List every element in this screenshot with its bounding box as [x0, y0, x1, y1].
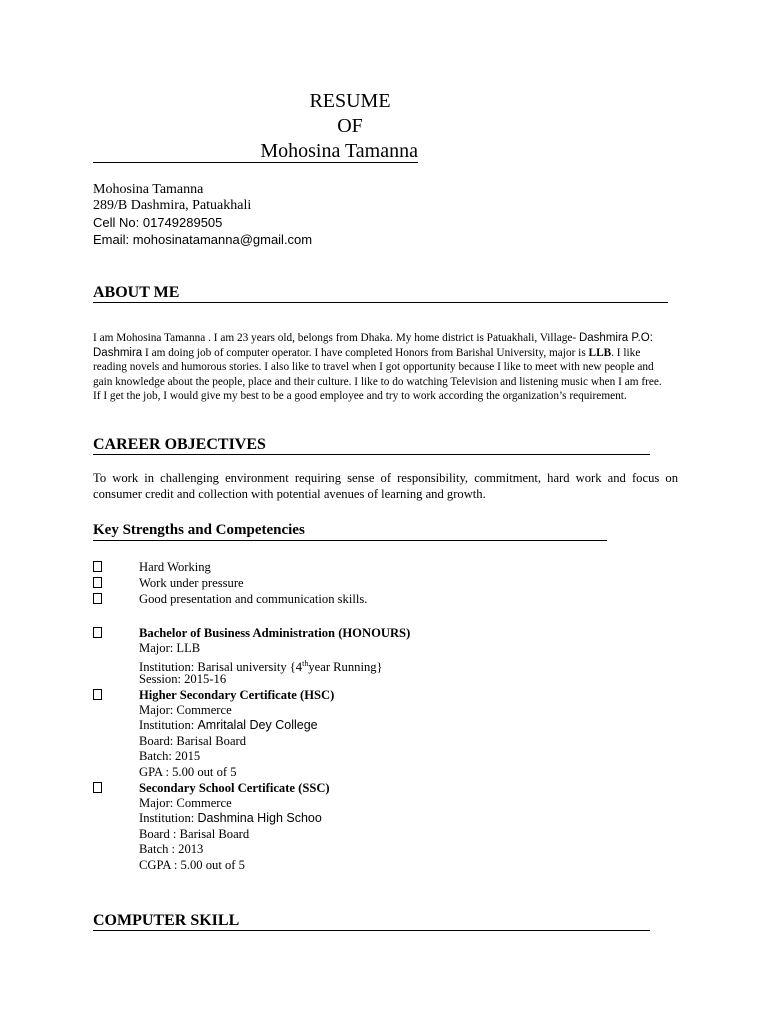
career-heading [93, 436, 650, 455]
education-ssc [93, 780, 330, 796]
ssc-title: Secondary School Certificate (SSC) [139, 781, 330, 795]
hsc-title: Higher Secondary Certificate (HSC) [139, 688, 335, 702]
bullet-box-icon [93, 782, 102, 793]
ssc-board: Board : Barisal Board [139, 827, 250, 841]
strengths-heading [93, 522, 607, 541]
contact-name: Mohosina Tamanna [93, 182, 204, 197]
strength-item [93, 591, 368, 607]
ssc-institution [139, 811, 322, 827]
ssc-batch: Batch : 2013 [139, 842, 204, 856]
hsc-batch: Batch: 2015 [139, 749, 201, 763]
bba-major: Major: LLB [139, 641, 201, 655]
about-part1: I am Mohosina Tamanna . I am 23 years old, belongs from Dhaka. My home district is Patuakhali, Village- [93, 332, 577, 344]
bba-institution-a: Institution: Barisal university {4 [139, 660, 303, 675]
hsc-board: Board: Barisal Board [139, 734, 247, 748]
strength-text: Hard Working [139, 560, 211, 574]
about-part2: Dashmira P.O: Dashmira [93, 332, 653, 359]
career-heading-text: CAREER OBJECTIVES [93, 436, 266, 453]
bullet-box-icon [93, 689, 102, 700]
contact-cell: Cell No: 01749289505 [93, 215, 223, 230]
strength-text: Good presentation and communication skills. [139, 592, 368, 606]
about-heading-text: ABOUT ME [93, 284, 180, 301]
bullet-box-icon [93, 561, 102, 572]
about-paragraph [93, 331, 668, 404]
ssc-institution-label: Institution: [139, 811, 198, 825]
strength-text: Work under pressure [139, 576, 244, 590]
about-major: LLB [588, 346, 612, 359]
hsc-institution [139, 718, 318, 734]
education-bba [93, 625, 411, 641]
resume-title: RESUME [309, 90, 391, 112]
hsc-institution-name: Amritalal Dey College [197, 718, 318, 732]
strengths-heading-text: Key Strengths and Competencies [93, 522, 305, 538]
hsc-major: Major: Commerce [139, 703, 232, 717]
bullet-box-icon [93, 593, 102, 604]
bullet-box-icon [93, 627, 102, 638]
candidate-name: Mohosina Tamanna [260, 140, 418, 162]
computer-heading-text: COMPUTER SKILL [93, 912, 240, 929]
strength-item [93, 575, 244, 591]
resume-of: OF [337, 115, 363, 137]
contact-address: 289/B Dashmira, Patuakhali [93, 198, 252, 213]
about-part3: I am doing job of computer operator. I have completed Honors from Barishal University, major is [142, 346, 589, 359]
ssc-cgpa: CGPA : 5.00 out of 5 [139, 858, 245, 872]
bullet-box-icon [93, 577, 102, 588]
hsc-gpa: GPA : 5.00 out of 5 [139, 765, 237, 779]
bba-title: Bachelor of Business Administration (HONOURS) [139, 626, 411, 640]
hsc-institution-label: Institution: [139, 718, 198, 732]
bba-session: Session: 2015-16 [139, 672, 227, 686]
about-part4: . I like reading novels and humorous stories. I also like to travel when I got opportunity because I like to meet with new people and gain knowledge about the people, place and their culture. I like to do watching Television and listening music when I am free. If I get the job, I would give my best to be a good employee and try to work according the organization’s requirement. [93, 346, 662, 402]
bba-institution-b: year Running} [308, 660, 383, 675]
bba-institution-sup: th [302, 659, 309, 668]
career-paragraph: To work in challenging environment requiring sense of responsibility, commitment, hard work and focus on consumer credit and collection with potential avenues of learning and growth. [93, 471, 678, 501]
candidate-name-line [93, 138, 418, 163]
ssc-institution-name: Dashmina High Schoo [197, 811, 322, 825]
contact-email: Email: mohosinatamanna@gmail.com [93, 232, 313, 247]
computer-heading [93, 912, 650, 931]
education-hsc [93, 687, 335, 703]
about-heading [93, 284, 668, 303]
ssc-major: Major: Commerce [139, 796, 232, 810]
strength-item [93, 559, 211, 575]
